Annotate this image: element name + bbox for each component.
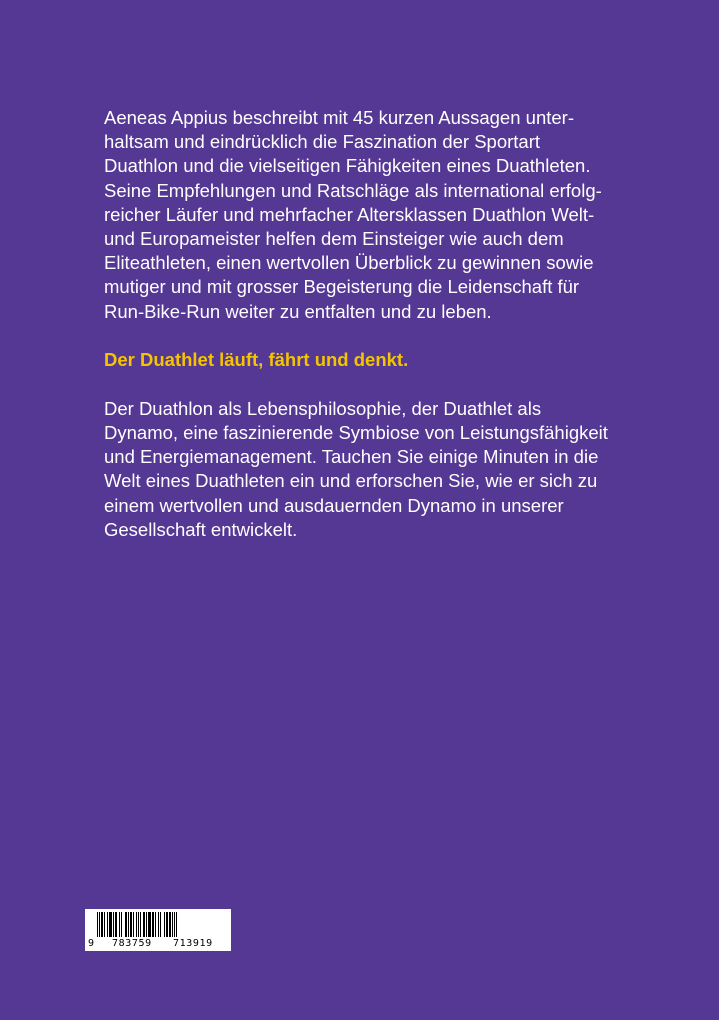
barcode-bar	[99, 912, 100, 937]
barcode-bar	[107, 912, 108, 937]
barcode-bar	[101, 912, 103, 937]
text-line: Run-Bike-Run weiter zu entfalten und zu leben.	[104, 300, 492, 322]
text-line: haltsam und eindrücklich die Faszination der Sportart	[104, 131, 541, 153]
barcode-bar	[152, 912, 154, 937]
barcode-bar	[115, 912, 117, 937]
barcode-bar	[130, 912, 132, 937]
barcode-bar	[169, 912, 171, 937]
text-line: und Europameister helfen dem Einsteiger wie auch dem	[104, 227, 564, 249]
barcode-bar	[140, 912, 141, 937]
barcode-bar	[119, 912, 120, 937]
barcode-lead-digit: 9	[88, 938, 95, 949]
text-line: mutiger und mit grosser Begeisterung die Leidenschaft für	[104, 276, 580, 298]
barcode-bar	[136, 912, 137, 937]
barcode-bar	[158, 912, 159, 937]
barcode-bar	[125, 912, 127, 937]
isbn-barcode	[85, 909, 231, 951]
blurb	[104, 106, 624, 542]
barcode-digit-group: 783759	[112, 938, 152, 949]
barcode-bar	[109, 912, 112, 937]
text-line: und Energiemanagement. Tauchen Sie einige Minuten in die	[104, 446, 599, 468]
text-line: reicher Läufer und mehrfacher Altersklassen Duathlon Welt-	[104, 203, 595, 225]
barcode-bar	[176, 912, 177, 937]
tagline-heading: Der Duathlet läuft, fährt und denkt.	[104, 348, 409, 370]
text-line: Gesellschaft entwickelt.	[104, 518, 298, 540]
text-line: Aeneas Appius beschreibt mit 45 kurzen Aussagen unter-	[104, 107, 574, 128]
barcode-bar	[138, 912, 139, 937]
text-line: Seine Empfehlungen und Ratschläge als international erfolg-	[104, 179, 602, 201]
text-line: Welt eines Duathleten ein und erforschen Sie, wie er sich zu	[104, 470, 598, 492]
text-line: Eliteathleten, einen wertvollen Überblick zu gewinnen sowie	[104, 252, 594, 274]
barcode-digits	[85, 938, 231, 950]
text-line: Duathlon und die vielseitigen Fähigkeiten eines Duathleten.	[104, 155, 591, 177]
barcode-bar	[166, 912, 168, 937]
barcode-digit-group: 713919	[173, 938, 213, 949]
barcode-bar	[113, 912, 114, 937]
barcode-bar	[164, 912, 165, 937]
barcode-bar	[121, 912, 122, 937]
barcode-bar	[160, 912, 161, 937]
second-paragraph	[104, 397, 624, 542]
intro-paragraph	[104, 106, 624, 324]
barcode-bar	[143, 912, 145, 937]
barcode-bar	[174, 912, 175, 937]
barcode-bar	[172, 912, 173, 937]
barcode-bar	[155, 912, 156, 937]
barcode-bar	[104, 912, 105, 937]
barcode-bar	[133, 912, 134, 937]
barcode-bar	[148, 912, 151, 937]
text-line: Der Duathlon als Lebensphilosophie, der Duathlet als	[104, 397, 542, 419]
barcode-bar	[128, 912, 129, 937]
barcode-bars	[85, 909, 231, 939]
barcode-bar	[97, 912, 98, 937]
text-line: Dynamo, eine faszinierende Symbiose von Leistungsfähigkeit	[104, 422, 608, 444]
barcode-bar	[146, 912, 147, 937]
text-line: einem wertvollen und ausdauernden Dynamo in unserer	[104, 494, 564, 516]
